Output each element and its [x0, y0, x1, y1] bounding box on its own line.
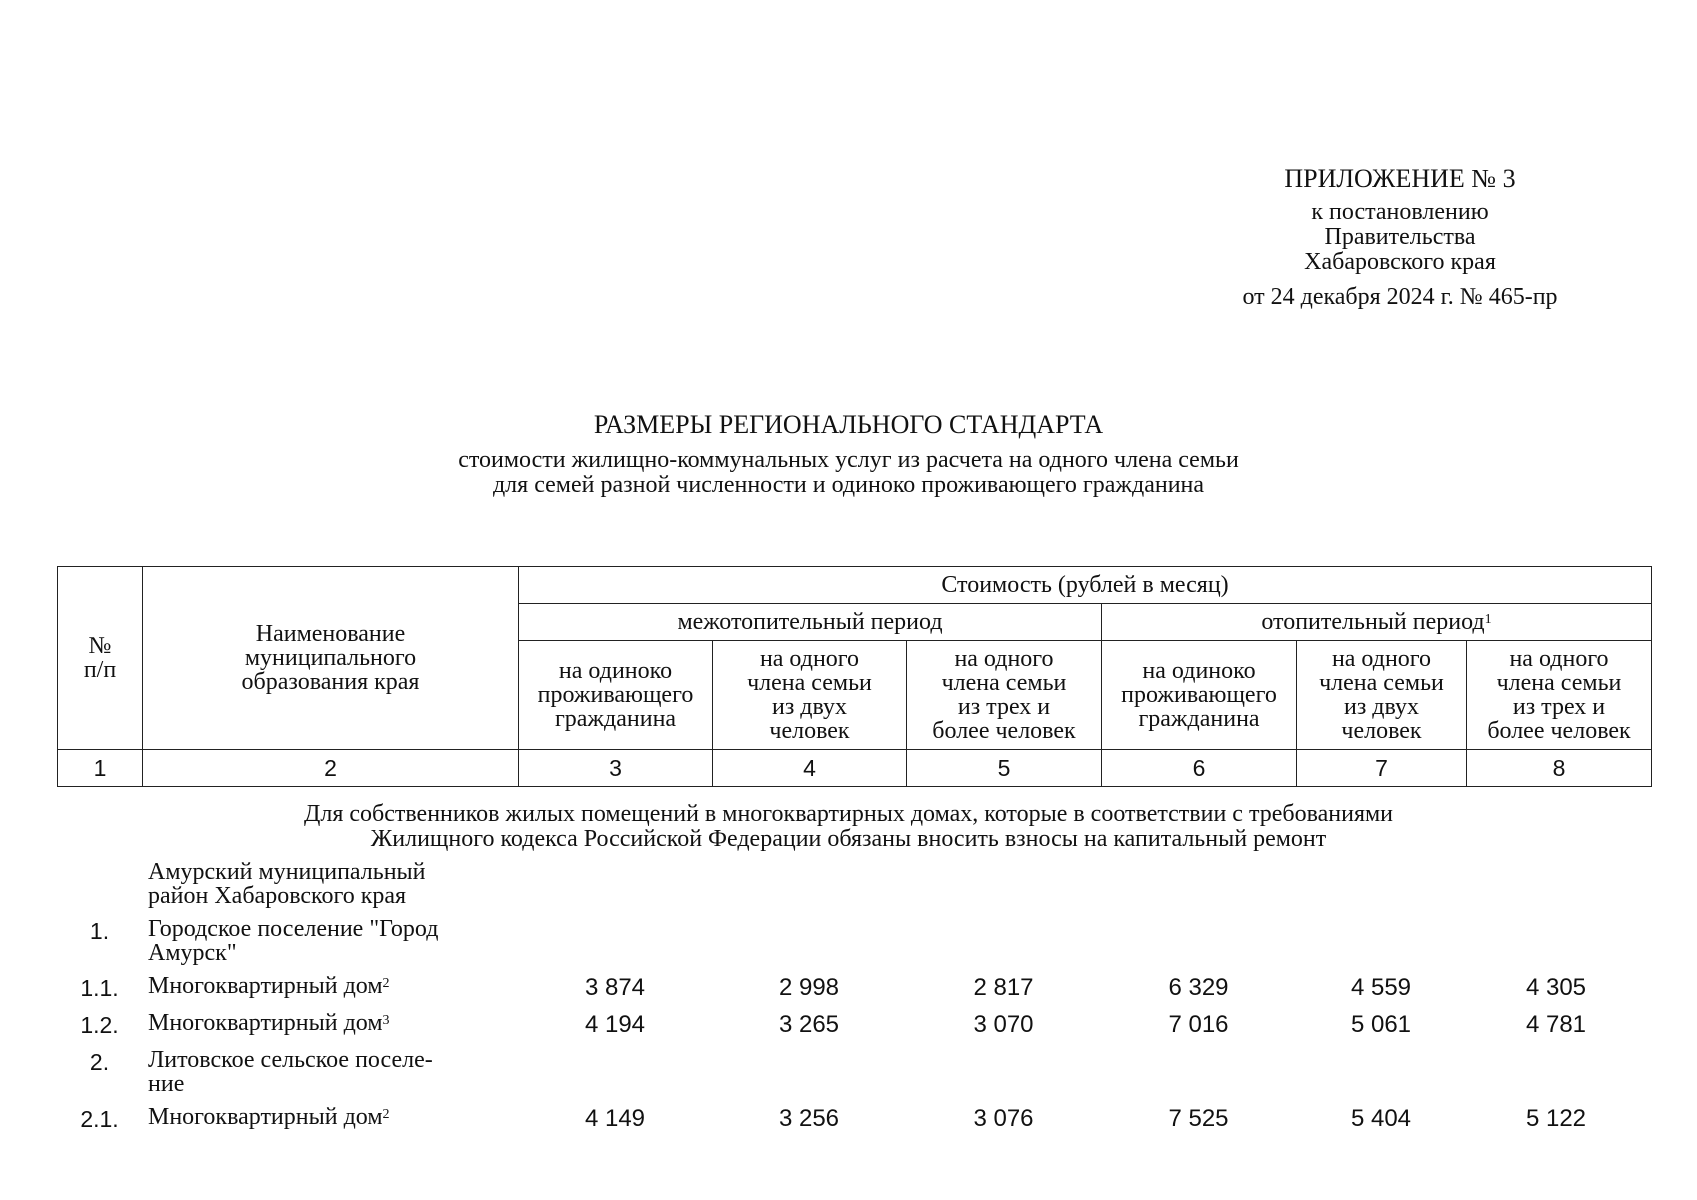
column-number: 6: [1102, 750, 1297, 787]
table-row: [57, 1105, 1651, 1133]
appendix-title: ПРИЛОЖЕНИЕ № 3: [1284, 164, 1516, 193]
column-number: 1: [58, 750, 143, 787]
header-col-line: на одиноко: [1142, 658, 1256, 684]
header-col-line: на одного: [759, 646, 860, 672]
row-name-text: Многоквартирный дом: [148, 973, 383, 999]
header-col-line: члена семьи: [941, 670, 1067, 696]
standard-table-header: [57, 566, 1652, 787]
footnote-mark: 2: [382, 976, 390, 991]
district-row: [57, 860, 1651, 908]
value-cell: 3 076: [973, 1105, 1034, 1132]
header-col-line: на одиноко: [558, 658, 673, 684]
row-name-line: район Хабаровского края: [148, 883, 407, 909]
header-num-label: п/п: [83, 657, 117, 683]
value-cell: 7 525: [1168, 1105, 1229, 1132]
document-title: РАЗМЕРЫ РЕГИОНАЛЬНОГО СТАНДАРТА: [593, 410, 1104, 439]
header-col-line: из трех и: [1512, 694, 1606, 720]
value-cell: 5 122: [1525, 1105, 1587, 1132]
footnote-mark: 1: [1484, 612, 1492, 627]
row-name: [142, 1105, 518, 1129]
value-cell: 3 874: [584, 974, 646, 1001]
document-subtitle: [0, 448, 1697, 498]
row-name-line: Амурск": [148, 940, 237, 966]
header-col-line: из двух: [771, 694, 848, 720]
row-name-line: Городское поселение "Город: [148, 916, 439, 942]
value-cell: 5 404: [1350, 1105, 1412, 1132]
row-name-line: Литовское сельское поселе-: [148, 1047, 433, 1073]
header-name-label: Наименование: [255, 621, 406, 647]
header-col-line: члена семьи: [747, 670, 872, 696]
appendix-subtitle: [1180, 200, 1620, 275]
header-col4: [713, 641, 907, 750]
header-col-line: члена семьи: [1319, 670, 1444, 696]
header-col7: [1297, 641, 1467, 750]
row-number: 2.1.: [80, 1106, 119, 1132]
column-number: 3: [519, 750, 713, 787]
value-cell: 3 070: [973, 1011, 1034, 1038]
value-cell: 4 149: [584, 1105, 646, 1132]
row-number: 2.: [89, 1049, 110, 1075]
header-num-cell: [58, 567, 143, 750]
value-cell: 3 256: [778, 1105, 840, 1132]
header-col-line: из двух: [1343, 694, 1420, 720]
row-number: 1.2.: [80, 1012, 119, 1038]
header-col5: [907, 641, 1102, 750]
header-col-line: на одного: [1509, 646, 1609, 672]
appendix-block: [1180, 164, 1620, 311]
header-col-line: из трех и: [957, 694, 1051, 720]
section-line: Для собственников жилых помещений в многоквартирных домах, которые в соответствии с требованиями: [303, 801, 1394, 827]
row-name: [142, 1048, 518, 1096]
header-col8: [1467, 641, 1652, 750]
row-number: 1.1.: [80, 975, 119, 1001]
value-cell: 5 061: [1350, 1011, 1412, 1038]
column-number: 4: [713, 750, 907, 787]
header-col-line: гражданина: [554, 706, 677, 732]
header-col6: [1102, 641, 1297, 750]
table-row: [57, 1011, 1651, 1039]
subtitle-line: стоимости жилищно-коммунальных услуг из расчета на одного члена семьи: [458, 447, 1239, 473]
heating-period-label: отопительный период: [1261, 609, 1485, 635]
header-col-line: человек: [1341, 718, 1422, 744]
value-cell: 4 194: [584, 1011, 646, 1038]
appendix-line: Хабаровского края: [1304, 249, 1496, 275]
header-col-line: члена семьи: [1496, 670, 1622, 696]
row-name: [142, 1011, 518, 1035]
row-name-line: Амурский муниципальный: [148, 859, 426, 885]
header-num-label: №: [88, 633, 112, 659]
row-number: 1.: [89, 918, 110, 944]
column-number: 8: [1467, 750, 1652, 787]
header-col-line: человек: [769, 718, 850, 744]
header-cost-cell: Стоимость (рублей в месяц): [519, 567, 1652, 604]
column-number: 7: [1297, 750, 1467, 787]
section-line: Жилищного кодекса Российской Федерации обязаны вносить взносы на капитальный ремонт: [370, 826, 1327, 852]
header-col-line: более человек: [932, 718, 1076, 744]
header-col-line: более человек: [1487, 718, 1631, 744]
settlement-row: [57, 917, 1651, 965]
value-cell: 6 329: [1168, 974, 1229, 1001]
value-cell: 2 998: [778, 974, 840, 1001]
row-name: [142, 917, 518, 965]
table-body: [57, 860, 1651, 1133]
value-cell: 3 265: [778, 1011, 840, 1038]
value-cell: 4 559: [1350, 974, 1412, 1001]
row-name: [142, 860, 518, 908]
header-heating-period: [1102, 604, 1652, 641]
header-col-line: проживающего: [537, 682, 694, 708]
subtitle-line: для семей разной численности и одиноко проживающего гражданина: [492, 472, 1205, 498]
header-name-cell: [143, 567, 519, 750]
row-name-text: Многоквартирный дом: [148, 1010, 383, 1036]
value-cell: 7 016: [1168, 1011, 1229, 1038]
settlement-row: [57, 1048, 1651, 1096]
appendix-line: Правительства: [1324, 224, 1476, 250]
value-cell: 4 305: [1525, 974, 1587, 1001]
table-row: [57, 974, 1651, 1002]
header-name-label: муниципального: [244, 645, 417, 671]
appendix-date: от 24 декабря 2024 г. № 465-пр: [1242, 284, 1558, 310]
footnote-mark: 3: [382, 1013, 390, 1028]
row-name-line: ние: [148, 1071, 185, 1097]
value-cell: 2 817: [973, 974, 1034, 1001]
row-name: [142, 974, 518, 998]
header-col3: [519, 641, 713, 750]
header-name-label: образования края: [241, 669, 420, 695]
header-col-line: на одного: [1331, 646, 1432, 672]
column-number: 5: [907, 750, 1102, 787]
value-cell: 4 781: [1525, 1011, 1587, 1038]
column-number: 2: [143, 750, 519, 787]
header-col-line: на одного: [954, 646, 1054, 672]
section-caption: [0, 802, 1697, 852]
header-col-line: гражданина: [1138, 706, 1260, 732]
row-name-text: Многоквартирный дом: [148, 1104, 383, 1130]
footnote-mark: 2: [382, 1107, 390, 1122]
header-inter-period: межотопительный период: [519, 604, 1102, 641]
header-col-line: проживающего: [1121, 682, 1277, 708]
appendix-line: к постановлению: [1311, 199, 1489, 225]
